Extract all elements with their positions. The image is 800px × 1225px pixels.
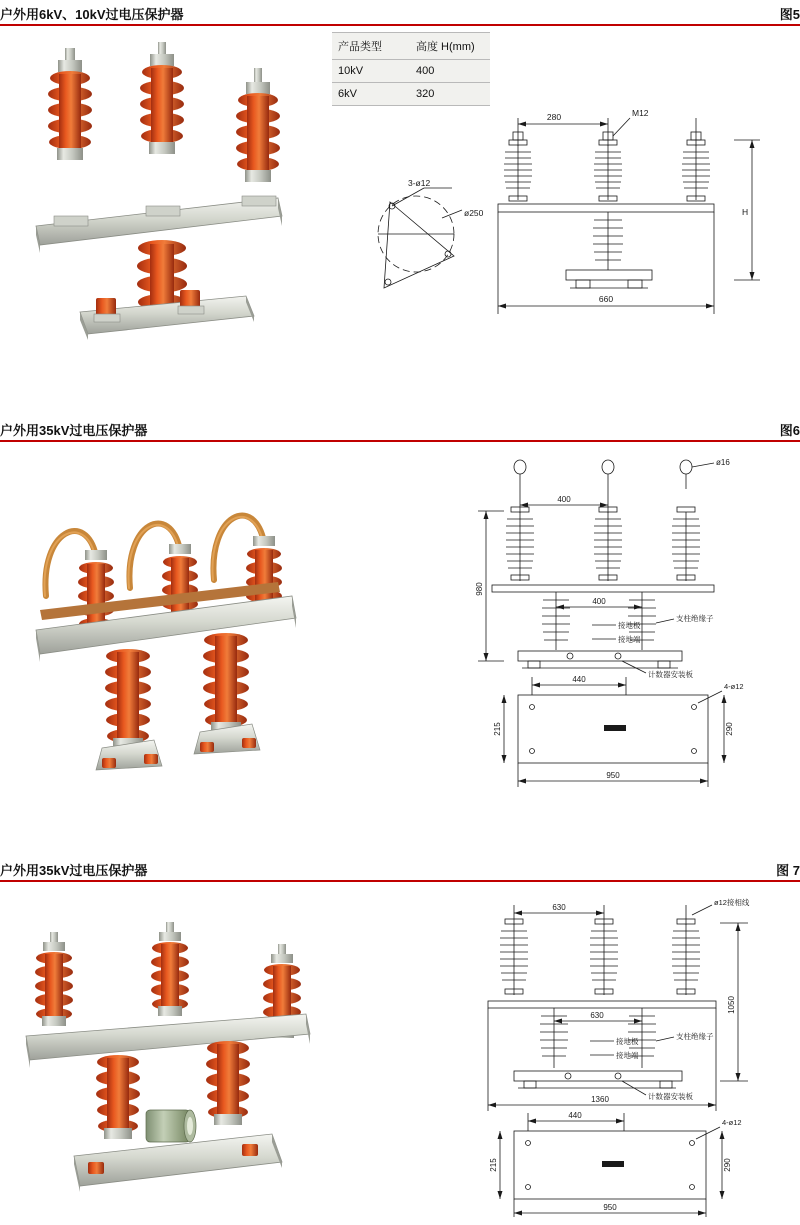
drawing-fig5 — [330, 100, 790, 360]
label-m12: M12 — [632, 108, 649, 118]
label-post-insulator: 支柱绝缘子 — [676, 614, 714, 623]
page-title: 户外用6kV、10kV过电压保护器 — [0, 7, 184, 22]
dim-span-1360: 1360 — [591, 1095, 609, 1104]
label-3-holes: 3-ø12 — [408, 178, 431, 188]
table-cell-height: 320 — [410, 83, 490, 106]
product-photo-35kv-b — [10, 910, 330, 1210]
dim-base-440: 440 — [572, 675, 586, 684]
label-ground-end: 接地端 — [618, 635, 641, 644]
section-fig5 — [0, 4, 800, 26]
label-eyebolt-16: ø16 — [716, 458, 730, 467]
dim-base-215: 215 — [493, 722, 502, 736]
section-header — [0, 420, 800, 442]
table-cell-type: 6kV — [332, 83, 410, 106]
dim-base-660: 660 — [598, 294, 614, 304]
dim-top-400: 400 — [557, 495, 571, 504]
table-header-row — [332, 33, 490, 60]
dim-base-950: 950 — [606, 771, 620, 780]
section-header — [0, 860, 800, 882]
drawing-fig7 — [470, 895, 790, 1220]
label-counter-plate: 计数器安装板 — [648, 1092, 693, 1101]
dim-height-1050: 1050 — [727, 996, 736, 1014]
figure-label: 图5 — [779, 7, 800, 22]
dim-base-950: 950 — [603, 1203, 617, 1212]
label-ground-end: 接地端 — [616, 1051, 639, 1060]
figure-label: 图 7 — [776, 863, 800, 878]
label-base-holes: 4-ø12 — [722, 1118, 742, 1127]
product-photo-6-10kv — [10, 40, 320, 360]
dim-base-290: 290 — [723, 1158, 732, 1172]
dim-base-215: 215 — [489, 1158, 498, 1172]
label-ground-plate: 接地极 — [616, 1037, 639, 1046]
dim-base-290: 290 — [725, 722, 734, 736]
table-cell-type: 10kV — [332, 60, 410, 83]
dim-top-630: 630 — [552, 903, 566, 912]
dim-mid-630: 630 — [590, 1011, 604, 1020]
page-title: 户外用35kV过电压保护器 — [0, 863, 148, 878]
label-post-insulator: 支柱绝缘子 — [676, 1032, 714, 1041]
dim-top-280: 280 — [546, 112, 562, 122]
table-header-cell: 高度 H(mm) — [410, 33, 490, 60]
section-fig7 — [0, 860, 800, 882]
section-fig6 — [0, 420, 800, 442]
section-header — [0, 4, 800, 26]
dim-mid-400: 400 — [592, 597, 606, 606]
table-cell-height: 400 — [410, 60, 490, 83]
figure-label: 图6 — [779, 423, 800, 438]
page-title: 户外用35kV过电压保护器 — [0, 423, 148, 438]
spec-table-6-10kv — [332, 32, 490, 106]
label-counter-plate: 计数器安装板 — [648, 670, 693, 679]
label-phase-wire: ø12接相线 — [714, 898, 750, 907]
product-photo-35kv-a — [10, 470, 330, 820]
table-header-cell: 产品类型 — [332, 33, 410, 60]
label-base-holes: 4-ø12 — [724, 682, 744, 691]
label-ground-plate: 接地极 — [618, 621, 641, 630]
dim-height-980: 980 — [475, 582, 484, 596]
drawing-fig6 — [470, 455, 790, 805]
dim-base-440: 440 — [568, 1111, 582, 1120]
dim-height-h: H — [742, 207, 749, 217]
table-row — [332, 60, 490, 83]
dim-circle-250: ø250 — [464, 208, 484, 218]
